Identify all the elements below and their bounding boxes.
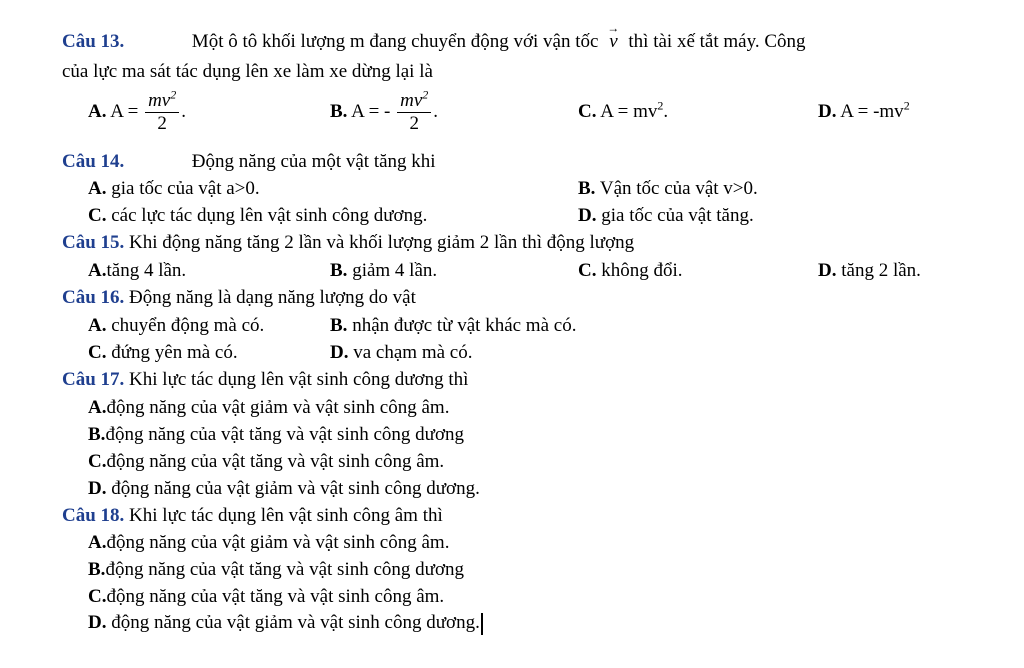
q14-option-a: A. gia tốc của vật a>0. — [88, 178, 260, 199]
q18-option-a: A.động năng của vật giảm và vật sinh công âm. — [88, 532, 450, 553]
q17-option-b: B.động năng của vật tăng và vật sinh công dương — [88, 424, 465, 445]
question-18: Câu 18. Khi lực tác dụng lên vật sinh công âm thì — [62, 505, 443, 526]
velocity-vector: → v — [609, 30, 617, 54]
q16-option-a: A. chuyển động mà có. — [88, 315, 265, 336]
cropped-heading-fragment — [60, 660, 220, 668]
q17-option-a: A.động năng của vật giảm và vật sinh công âm. — [88, 397, 450, 418]
question-13-text-b: thì tài xế tắt máy. Công — [628, 31, 806, 52]
question-13-line2: của lực ma sát tác dụng lên xe làm xe dừng lại là — [62, 61, 433, 82]
q14-option-b: B. Vận tốc của vật v>0. — [578, 178, 758, 199]
q18-option-d: D. động năng của vật giảm và vật sinh công dương. — [88, 611, 483, 635]
q13-option-d: D. $A = -mv^2$ — [818, 98, 910, 122]
q15-option-d: D. tăng 2 lần. — [818, 260, 921, 281]
q17-option-c: C.động năng của vật tăng và vật sinh công âm. — [88, 451, 445, 472]
q13-option-b: B. A = - $\frac{mv^2}{2}$ . — [330, 87, 439, 135]
question-17: Câu 17. Khi lực tác dụng lên vật sinh công dương thì — [62, 369, 469, 390]
q17-option-d: D. động năng của vật giảm và vật sinh công dương. — [88, 478, 480, 499]
q16-option-d: D. va chạm mà có. — [330, 342, 473, 363]
text-cursor — [481, 613, 483, 635]
q15-option-a: A.tăng 4 lần. — [88, 260, 187, 281]
q14-option-d: D. gia tốc của vật tăng. — [578, 205, 754, 226]
q18-option-b: B.động năng của vật tăng và vật sinh công dương — [88, 559, 465, 580]
q13-option-a: A. A = $\frac{mv^2}{2}$ . — [88, 87, 186, 135]
q16-option-b: B. nhận được từ vật khác mà có. — [330, 315, 577, 336]
q15-option-c: C. không đổi. — [578, 260, 683, 281]
q13-option-c: C. $A = mv^2$. — [578, 98, 669, 122]
question-13-label: Câu 13. — [62, 31, 125, 52]
q16-option-c: C. đứng yên mà có. — [88, 342, 238, 363]
question-16: Câu 16. Động năng là dạng năng lượng do vật — [62, 287, 416, 308]
q18-option-c: C.động năng của vật tăng và vật sinh công âm. — [88, 586, 445, 607]
question-14: Câu 14. Động năng của một vật tăng khi — [62, 151, 436, 172]
q14-option-c: C. các lực tác dụng lên vật sinh công dương. — [88, 205, 428, 226]
question-15: Câu 15. Khi động năng tăng 2 lần và khối lượng giảm 2 lần thì động lượng — [62, 232, 635, 253]
q15-option-b: B. giảm 4 lần. — [330, 260, 438, 281]
fraction: $\frac{mv^2}{2}$ — [397, 90, 431, 135]
question-13-line1 — [62, 30, 806, 54]
question-13-text-a: Một ô tô khối lượng m đang chuyển động với vận tốc — [191, 31, 599, 52]
fraction: $\frac{mv^2}{2}$ — [145, 90, 179, 135]
